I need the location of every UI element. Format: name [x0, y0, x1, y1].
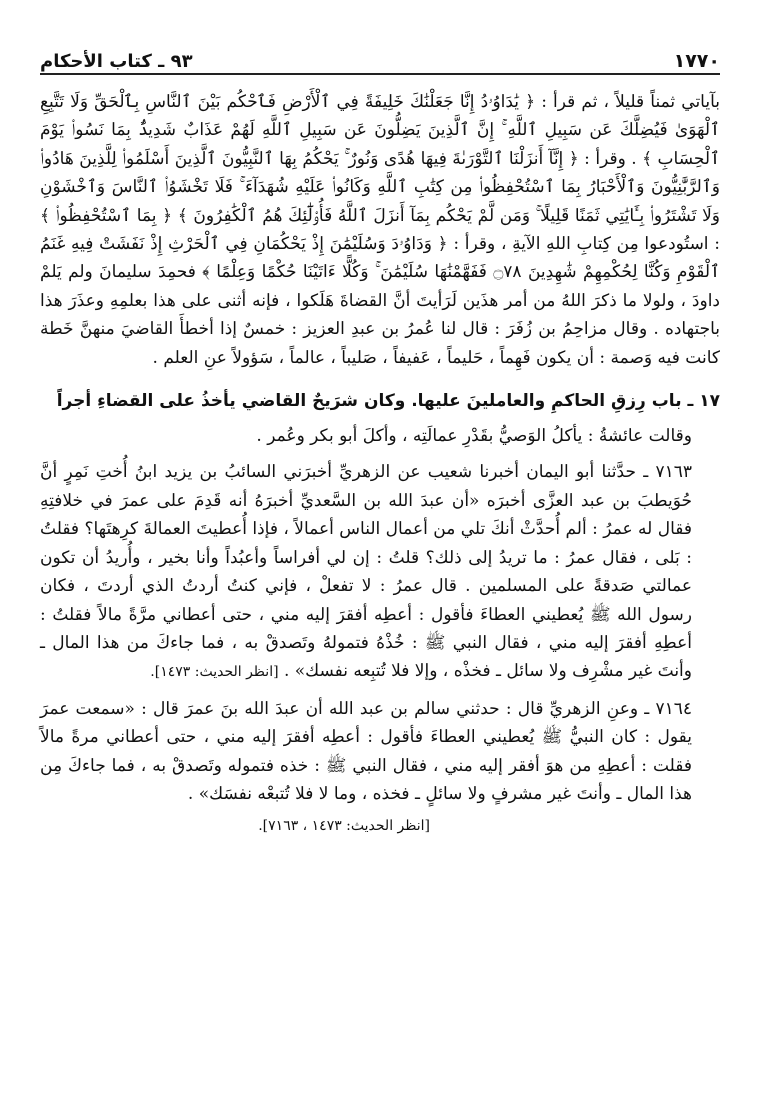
hadith-7163-reference: [انظر الحديث: ١٤٧٣].	[150, 664, 279, 681]
page-header	[40, 44, 720, 72]
quran-commentary-paragraph: بآياتي ثمناً قليلاً ، ثم قرأ : ﴿ يَٰدَاوُۥدُ إِنَّا جَعَلْنَٰكَ خَلِيفَةً فِي ٱلْأَرْضِ فَٱحْكُم بَيْنَ ٱلنَّاسِ بِٱلْحَقِّ وَلَا تَتَّبِعِ ٱلْهَوَىٰ فَيُضِلَّكَ عَن سَبِيلِ ٱللَّهِ ۚ إِنَّ ٱلَّذِينَ يَضِلُّونَ عَن سَبِيلِ ٱللَّهِ لَهُمْ عَذَابٌ شَدِيدٌۢ بِمَا نَسُوا۟ يَوْمَ ٱلْحِسَابِ ﴾ . وقرأ : ﴿ إِنَّآ أَنزَلْنَا ٱلتَّوْرَىٰةَ فِيهَا هُدًى وَنُورٌ ۚ يَحْكُمُ بِهَا ٱلنَّبِيُّونَ ٱلَّذِينَ أَسْلَمُوا۟ لِلَّذِينَ هَادُوا۟ وَٱلرَّبَّٰنِيُّونَ وَٱلْأَحْبَارُ بِمَا ٱسْتُحْفِظُوا۟ مِن كِتَٰبِ ٱللَّهِ وَكَانُوا۟ عَلَيْهِ شُهَدَآءَ ۚ فَلَا تَخْشَوُا۟ ٱلنَّاسَ وَٱخْشَوْنِ وَلَا تَشْتَرُوا۟ بِـَٔايَٰتِي ثَمَنًا قَلِيلًا ۚ وَمَن لَّمْ يَحْكُم بِمَآ أَنزَلَ ٱللَّهُ فَأُو۟لَٰٓئِكَ هُمُ ٱلْكَٰفِرُونَ ﴾ ﴿ بِمَا ٱسْتُحْفِظُوا۟ ﴾ : استُودعوا مِن كِتابِ اللهِ الآيةِ ، وقرأ : ﴿ وَدَاوُۥدَ وَسُلَيْمَٰنَ إِذْ يَحْكُمَانِ فِي ٱلْحَرْثِ إِذْ نَفَشَتْ فِيهِ غَنَمُ ٱلْقَوْمِ وَكُنَّا لِحُكْمِهِمْ شَٰهِدِينَ ۝٧٨ فَفَهَّمْنَٰهَا سُلَيْمَٰنَ ۚ وَكُلًّا ءَاتَيْنَا حُكْمًا وَعِلْمًا ﴾ فحمِدَ سليمانَ ولم يَلمْ داودَ ، ولولا ما ذكرَ اللهُ من أمر هذَين لَرَأيتَ أنَّ القضاةَ هَلَكوا ، فإنه أثنى على هذا بعلمِهِ وعذَرَ هذا باجتهاده . وقال مزاحِمُ بن زُفَرَ : قال لنا عُمرُ بن عبدِ العزيز : خمسٌ إذا أخطأَ القاضيَ منهنَّ خَطة كانت فيه وَصمة : أن يكون فَهِماً ، حَليماً ، عَفيفاً ، صَليباً ، عالماً ، سَؤولاً عنِ العلم .	[40, 92, 720, 368]
book-title: ٩٣ ـ كتاب الأحكام	[40, 51, 193, 72]
hadith-7164: ٧١٦٤ ـ وعنِ الزهريِّ قال : حدثني سالم بن عبد الله أن عبدَ الله بنَ عمرَ قال : «سمعت عمرَ يقول : كان النبيُّ ﷺ يُعطيني العطاءَ فأقول : أعطِه أفقرَ إليه مني ، حتى أعطاني مرةً مالاً فقلت : أعطِهِ من هوَ أفقر إليه مني ، فقال النبي ﷺ : خذه فتموله وتَصدقْ به ، فما جاءكَ مِن هذا المال ـ وأنتَ غير مشرفٍ ولا سائلٍ ـ فخذه ، وما لا فلا تُتبعْه نفسَك» .	[40, 698, 692, 804]
aisha-quote: وقالت عائشةُ : يأكلُ الوَصيُّ بقَدْرِ عمالَتِه ، وأكلَ أبو بكر وعُمر .	[256, 426, 692, 447]
chapter-heading: ١٧ ـ باب رِزقِ الحاكمِ والعاملينَ عليها. وكان شرَيحٌ القاضي يأخذُ على القضاءِ أجراً	[56, 391, 720, 412]
page-body	[40, 88, 720, 838]
hadith-7163	[40, 458, 720, 686]
hadith-7163-text: ٧١٦٣ ـ حدَّثنا أبو اليمان أخبرنا شعيب عن الزهريِّ أخبرَني السائبُ بن يزيد ابنُ أُختِ نَمِرٍ أنَّ حُوَيطبَ بن عبد العزَّى أخبرَه «أن عبدَ الله بن السَّعديِّ أخبرَهُ أنه قَدِمَ على عمرَ في خلافتِهِ فقال له عمرُ : ألم أُحدَّثْ أنكَ تلي من أعمال الناس أعمالاً ، فإذا أُعطيتَ العمالةَ كرِهتَها؟ فقلتُ : بَلى ، فقال عمرُ : ما تريدُ إلى ذلك؟ قلتُ : إن لي أفراساً وأعبُداً وأنا بخير ، وأُريدُ أن تكون عمالتي صَدقةً على المسلمين . قال عمرُ : لا تفعلْ ، فإني كنتُ أردتُ الذي أردتَ ، فكان رسول الله ﷺ يُعطيني العطاءَ فأقول : أعطِه أفقرَ إليه مني ، حتى أعطاني مرَّةً مالاً فقلتُ : أعطِهِ أفقرَ إليه مني ، فقال النبي ﷺ : خُذْهُ فتمولهُ وتَصدقْ به ، فما جاءكَ من هذا المال ـ وأنتَ غير مشْرِف ولا سائل ـ فخذْه ، وإلا فلا تُتبِعه نفسك» .	[40, 462, 692, 682]
hadith-7164-reference: [انظر الحديث: ١٤٧٣ ، ٧١٦٣].	[258, 818, 430, 835]
page-number: ١٧٧٠	[673, 50, 720, 72]
header-divider	[40, 73, 720, 75]
